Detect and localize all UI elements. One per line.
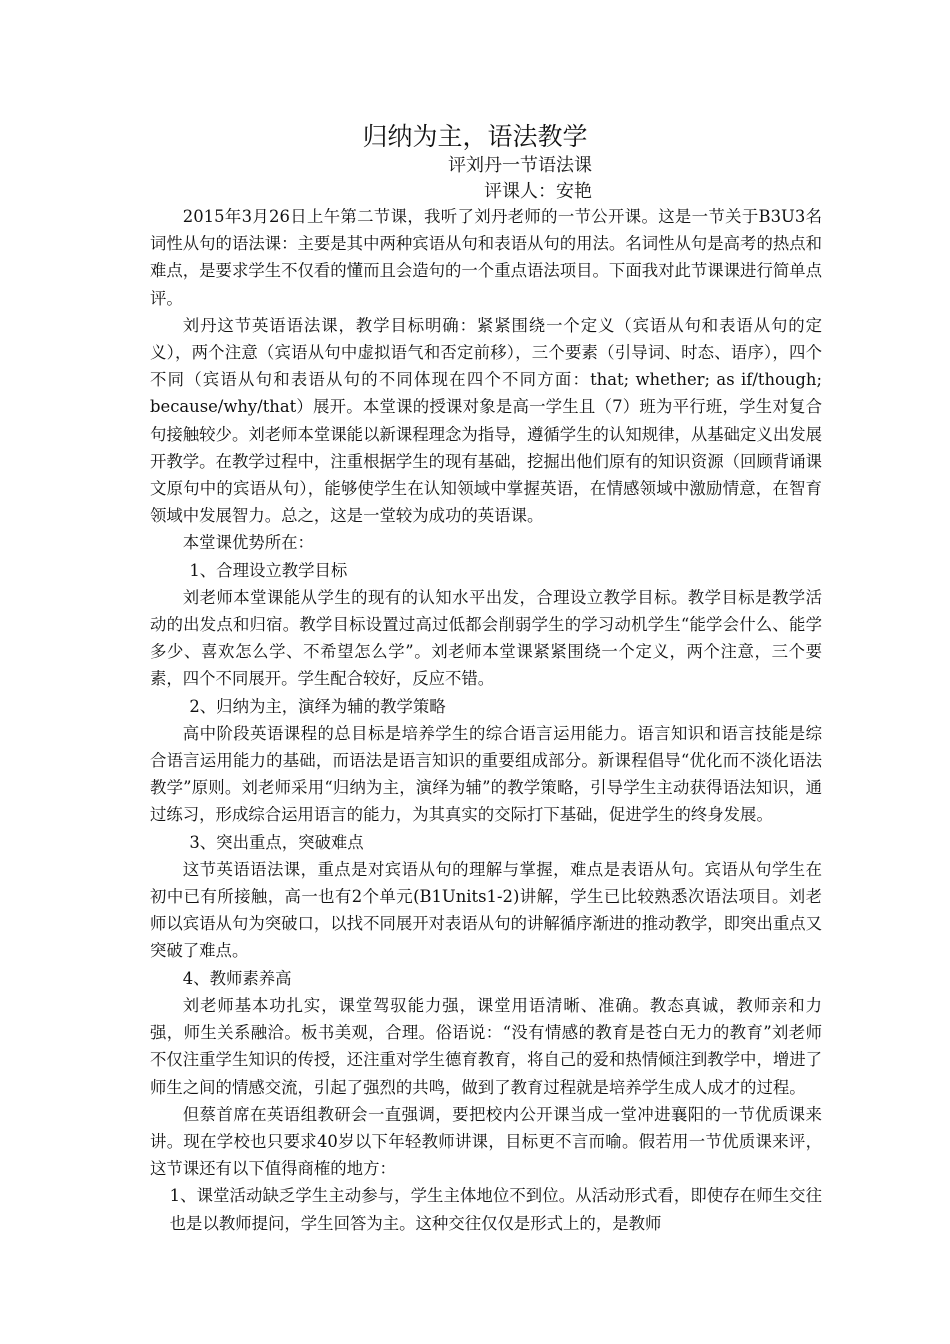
document-title: 归纳为主，语法教学 [362, 122, 588, 151]
paragraph-critique-intro: 但蔡首席在英语组教研会一直强调，要把校内公开课当成一堂冲进襄阳的一节优质课来讲。现在学校也只要求40岁以下年轻教师讲课，目标更不言而喻。假若用一节优质课来评，这节课还有以下值得商榷的地方： [150, 1104, 822, 1179]
document-subtitle: 评刘丹一节语法课 [448, 155, 592, 176]
section-paragraph-4: 刘老师基本功扎实，课堂驾驭能力强，课堂用语清晰、准确。教态真诚，教师亲和力强，师生关系融洽。板书美观，合理。俗语说：“没有情感的教育是苍白无力的教育”刘老师不仅注重学生知识的传授，还注重对学生德育教育，将自己的爱和热情倾注到教学中，增进了师生之间的情感交流，引起了强烈的共鸣，做到了教育过程就是培养学生成人成才的过程。 [150, 995, 823, 1097]
section-heading-2: 2、归纳为主，演绎为辅的教学策略 [189, 696, 446, 716]
paragraph-overview: 刘丹这节英语语法课，教学目标明确：紧紧围绕一个定义（宾语从句和表语从句的定义），两个注意（宾语从句中虚拟语气和否定前移），三个要素（引导词、时态、语序），四个不同（宾语从句和表语从句的不同体现在四个不同方面：that; whether; as if/though; because/why/that）展开。本堂课的授课对象是高一学生且（7）班为平行班，学生对复合句接触较少。刘老师本堂课能以新课程理念为指导，遵循学生的认知规律，从基础定义出发展开教学。在教学过程中，注重根据学生的现有基础，挖掘出他们原有的知识资源（回顾背诵课文原句中的宾语从句），能够使学生在认知领域中掌握英语，在情感领域中激励情意，在智育领域中发展智力。总之，这是一堂较为成功的英语课。 [150, 315, 823, 526]
section-paragraph-1: 刘老师本堂课能从学生的现有的认知水平出发，合理设立教学目标。教学目标是教学活动的出发点和归宿。教学目标设置过高过低都会削弱学生的学习动机学生“能学会什么、能学多少、喜欢怎么学、不希望怎么学”。刘老师本堂课紧紧围绕一个定义，两个注意，三个要素，四个不同展开。学生配合较好，反应不错。 [150, 587, 822, 689]
paragraph-intro: 2015年3月26日上午第二节课，我听了刘丹老师的一节公开课。这是一节关于B3U3名词性从句的语法课：主要是其中两种宾语从句和表语从句的用法。名词性从句是高考的热点和难点，是要求学生不仅看的懂而且会造句的一个重点语法项目。下面我对此节课课进行简单点评。 [150, 207, 823, 308]
reviewer-line: 评课人：安艳 [484, 181, 592, 202]
section-paragraph-2: 高中阶段英语课程的总目标是培养学生的综合语言运用能力。语言知识和语言技能是综合语言运用能力的基础，而语法是语言知识的重要组成部分。新课程倡导“优化而不淡化语法教学”原则。刘老师采用“归纳为主，演绎为辅”的教学策略，引导学生主动获得语法知识，通过练习，形成综合运用语言的能力，为其真实的交际打下基础，促进学生的终身发展。 [150, 723, 822, 825]
section-heading-1: 1、合理设立教学目标 [189, 560, 348, 580]
section-heading-4: 4、教师素养高 [182, 968, 292, 988]
section-paragraph-3: 这节英语语法课，重点是对宾语从句的理解与掌握，难点是表语从句。宾语从句学生在初中已有所接触，高一也有2个单元(B1Units1-2)讲解，学生已比较熟悉次语法项目。刘老师以宾语从句为突破口，以找不同展开对表语从句的讲解循序渐进的推动教学，即突出重点又突破了难点。 [150, 859, 823, 961]
advantages-heading: 本堂课优势所在： [182, 533, 314, 553]
critique-item-1: 1、课堂活动缺乏学生主动参与，学生主体地位不到位。从活动形式看，即使存在师生交往也是以教师提问，学生回答为主。这种交往仅仅是形式上的，是教师 [169, 1186, 822, 1233]
document-body [150, 203, 822, 1237]
section-heading-3: 3、突出重点，突破难点 [189, 832, 364, 852]
